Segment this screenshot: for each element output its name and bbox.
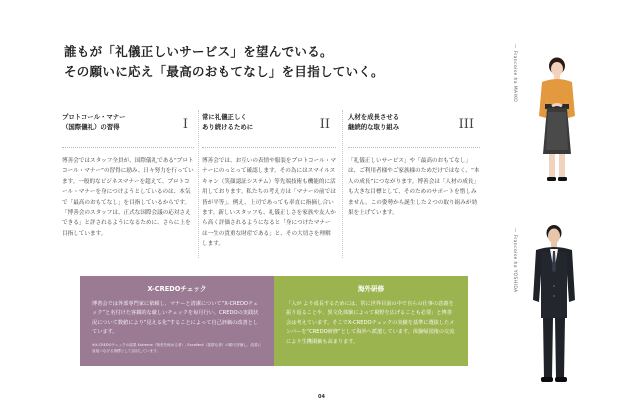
male-staff-photo [524,222,584,388]
column-1-body: 博善会ではスタッフ全員が、国際儀礼である“プロトコール・マナー”の習得に励み、日々努力を行っています。一般的なビジネスマナーを超えて、プロトコール・マナーを身につけようとしているのは、本気で「最高のおもてなし」を目指しているからです。「博善会のスタッフは、正式な国際会議の応対さえできる」と評されるようになるために、さらに上を目指しています。 [62,158,194,237]
column-2-body: 博善会では、お互いの表情や服装をプロトコール・マナーにのっとって確認します。その為にはスマイルスキャン（笑顔認証システム）等先端技術も機能的に活用しております。私たちの考え方は「マナーの前では皆が平等」。例え、上司であっても率直に指摘し合います。新しいスタッフも、礼儀正しさを家族や友人から高く評価されるようになると「身につけたマナーは一生の貴重な財産である」と、その大切さを理解します。 [202,158,336,248]
female-staff-photo [528,56,584,188]
column-3-title-line-2: 継続的な取り組み [348,123,400,131]
overseas-training-body: 「人が より成長するためには、常に世界目前の中で自らの仕事の意義を振り返ることや、異文化体験によって視野を広げることも必要」と博善会は考えています。そこでX-CREDOチェックの実績を基準に選抜したメンバーを“CREDO研修”として海外へ派遣しています。体験帰国後の交流により生機閑価も高まります。 [286,301,455,345]
column-1-title-line-1: プロトコール・マナー [62,113,126,121]
x-credo-box [80,276,274,366]
column-3-header [348,112,480,142]
staff-caption-top: — Francoise ha MAIKO [512,44,517,103]
column-2-divider [202,147,336,148]
headline [64,42,464,82]
column-2 [202,112,336,250]
column-2-title-line-1: 常に礼儀正しく [202,113,247,121]
column-2-number: II [319,117,330,132]
column-1 [62,112,194,239]
x-credo-note: ※X-CREDOチェックの結果 Extreme（物差を極める者）, Excellent（抜群な者）の順で評価し、改善に直接つなげる指標として活用しています。 [92,342,262,353]
column-3 [348,112,480,218]
column-2-header [202,112,336,142]
x-credo-title: X-CREDOチェック [147,285,207,293]
headline-line-2: その願いに応え「最高のおもてなし」を目指していく。 [64,64,384,79]
overseas-training-box [274,276,468,366]
column-3-body: 「礼儀正しいサービス」や「最高のおもてなし」は、ご利用者様やご家族様のためだけではなく、“本人の成長”につながります。博善会は「人材の成長」も大きな目標として、そのためのサポートを惜しみません。この姿勢から誕生した２つの取り組みが効果を上げています。 [348,158,480,217]
column-1-number: I [182,117,188,132]
overseas-training-title: 海外研修 [357,285,385,293]
column-1-divider [62,147,194,148]
page-number: 04 [318,394,325,400]
column-1-header [62,112,194,142]
column-separator [342,110,343,258]
column-3-divider [348,147,480,148]
column-3-number: III [458,117,474,132]
column-separator [198,110,199,258]
headline-line-1: 誰もが「礼儀正しいサービス」を望んでいる。 [64,44,333,59]
column-3-title-line-1: 人材を成長させる [348,113,400,121]
x-credo-body: 博善会では外部専門家に依頼し、マナーと清潔について“X-CREDOチェック”と名付けた客観的な厳しいチェックを毎月行い、CREDOの実践状況について数値により“見える化”することによって自己評価の改善としています。 [92,301,259,336]
column-1-title-line-2: （国際儀礼）の習得 [62,123,120,131]
column-2-title-line-2: あり続けるために [202,123,254,131]
staff-caption-bottom: — Francoise ha YOSHIDA [512,228,517,293]
